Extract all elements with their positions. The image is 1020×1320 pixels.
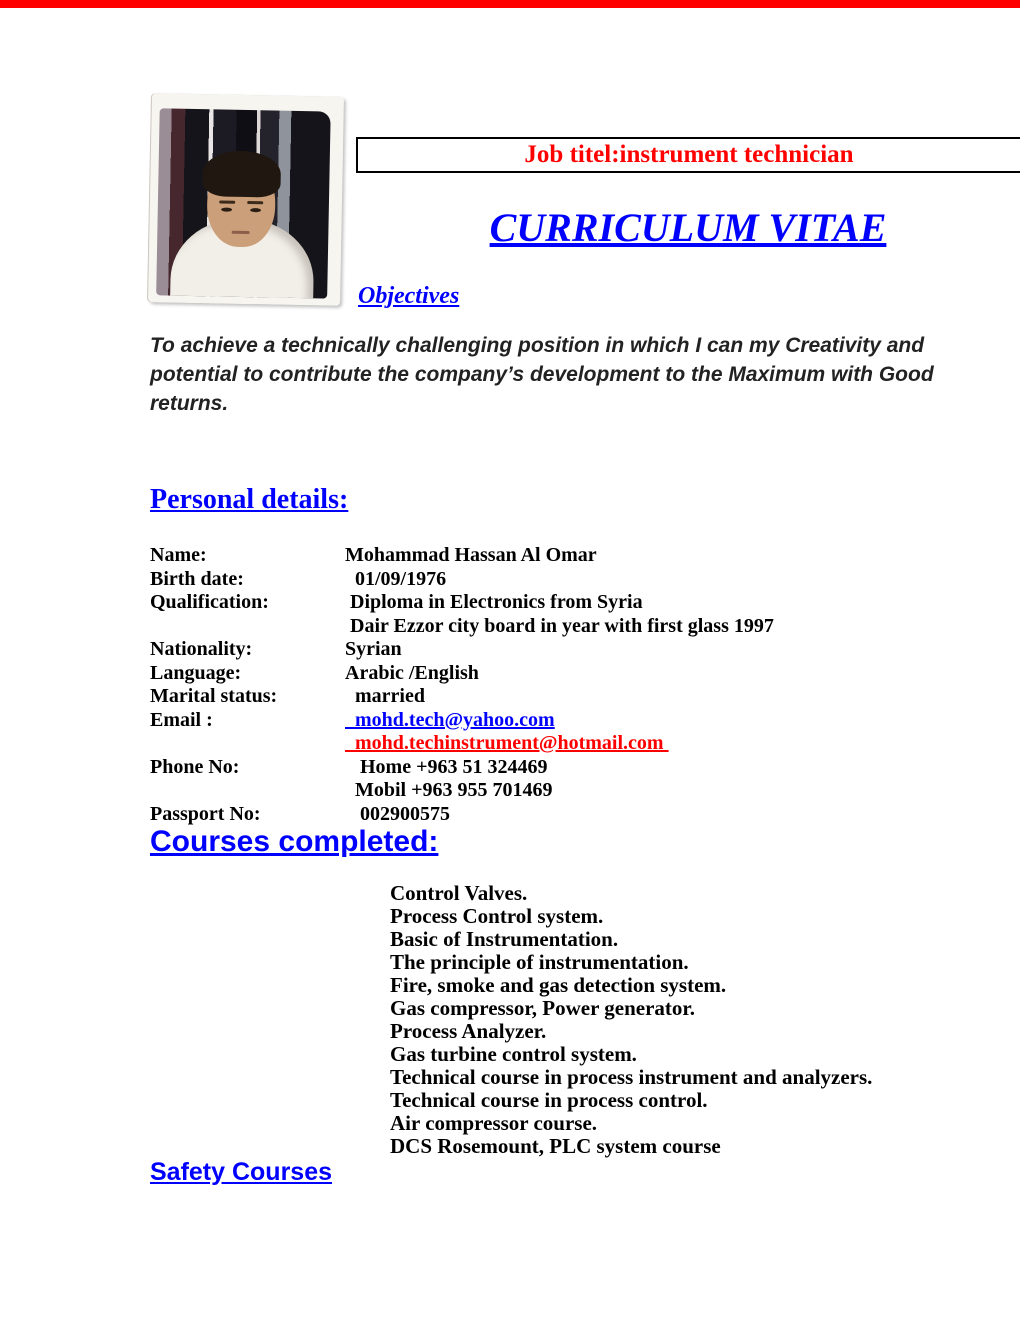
detail-label: Marital status:: [150, 685, 278, 708]
personal-details-heading: Personal details:: [150, 484, 349, 515]
detail-label: Name:: [150, 544, 207, 567]
email-link[interactable]: mohd.tech@yahoo.com: [345, 708, 555, 731]
course-item: Fire, smoke and gas detection system.: [390, 973, 727, 997]
detail-value: Arabic /English: [345, 661, 479, 684]
portrait-eyebrow: [219, 200, 235, 203]
course-item: Air compressor course.: [390, 1111, 598, 1135]
course-item: Control Valves.: [390, 881, 528, 905]
personal-detail-row: [150, 709, 774, 733]
personal-detail-row: [150, 638, 774, 662]
detail-value: married: [345, 685, 425, 708]
course-item: Basic of Instrumentation.: [390, 927, 619, 951]
job-title-text: Job titel:instrument technician: [524, 141, 854, 168]
course-item: Gas compressor, Power generator.: [390, 996, 696, 1020]
course-item: Gas turbine control system.: [390, 1042, 637, 1066]
detail-label: Birth date:: [150, 567, 244, 590]
course-item: Technical course in process control.: [390, 1088, 708, 1112]
personal-detail-row: [150, 544, 774, 568]
personal-detail-row: [150, 756, 774, 780]
detail-label: Passport No:: [150, 802, 261, 825]
detail-value: Mobil +963 955 701469: [345, 779, 553, 802]
portrait-hair: [202, 150, 281, 197]
personal-detail-row: [150, 591, 774, 615]
detail-value: Home +963 51 324469: [345, 755, 548, 778]
detail-value: 01/09/1976: [345, 567, 447, 590]
portrait-head: [206, 158, 276, 247]
personal-detail-row: [150, 803, 774, 827]
portrait-eyebrow: [247, 201, 263, 204]
detail-value: Mohammad Hassan Al Omar: [345, 544, 597, 567]
objective-paragraph: [150, 331, 950, 418]
detail-label: Nationality:: [150, 638, 253, 661]
detail-label: Language:: [150, 661, 242, 684]
course-item: The principle of instrumentation.: [390, 950, 689, 974]
personal-detail-row: [150, 779, 774, 803]
courses-completed-heading: Courses completed:: [150, 825, 439, 858]
personal-detail-row: [150, 732, 774, 756]
detail-value: 002900575: [345, 802, 450, 825]
personal-detail-row: [150, 662, 774, 686]
course-item: Process Analyzer.: [390, 1019, 547, 1043]
detail-label: Qualification:: [150, 591, 269, 614]
applicant-portrait-photo: [148, 93, 344, 306]
email-link[interactable]: mohd.techinstrument@hotmail.com: [345, 732, 669, 755]
page-top-red-bar: [0, 0, 1020, 8]
course-item: Process Control system.: [390, 904, 604, 928]
detail-value: Syrian: [345, 638, 402, 661]
job-title-box: [356, 137, 1020, 173]
cv-title: CURRICULUM VITAE: [489, 205, 887, 250]
personal-details-table: [150, 544, 774, 826]
portrait-background: [156, 108, 331, 298]
detail-label: Phone No:: [150, 755, 240, 778]
portrait-mouth: [231, 230, 249, 233]
personal-detail-row: [150, 685, 774, 709]
course-item: DCS Rosemount, PLC system course: [390, 1134, 721, 1158]
detail-value: Dair Ezzor city board in year with first glass 1997: [345, 614, 774, 637]
safety-courses-heading: Safety Courses: [150, 1158, 333, 1186]
course-item: Technical course in process instrument and analyzers.: [390, 1065, 873, 1089]
objective-line: returns.: [150, 392, 229, 415]
personal-detail-row: [150, 615, 774, 639]
objective-line: potential to contribute the company’s development to the Maximum with Good: [150, 363, 934, 386]
objectives-heading: Objectives: [358, 283, 460, 309]
objective-line: To achieve a technically challenging position in which I can my Creativity and: [150, 334, 925, 357]
portrait-eye: [221, 207, 232, 211]
personal-detail-row: [150, 568, 774, 592]
portrait-eye: [250, 208, 261, 212]
detail-label: Email :: [150, 708, 213, 731]
detail-value: Diploma in Electronics from Syria: [345, 591, 643, 614]
courses-list: [390, 882, 872, 1158]
